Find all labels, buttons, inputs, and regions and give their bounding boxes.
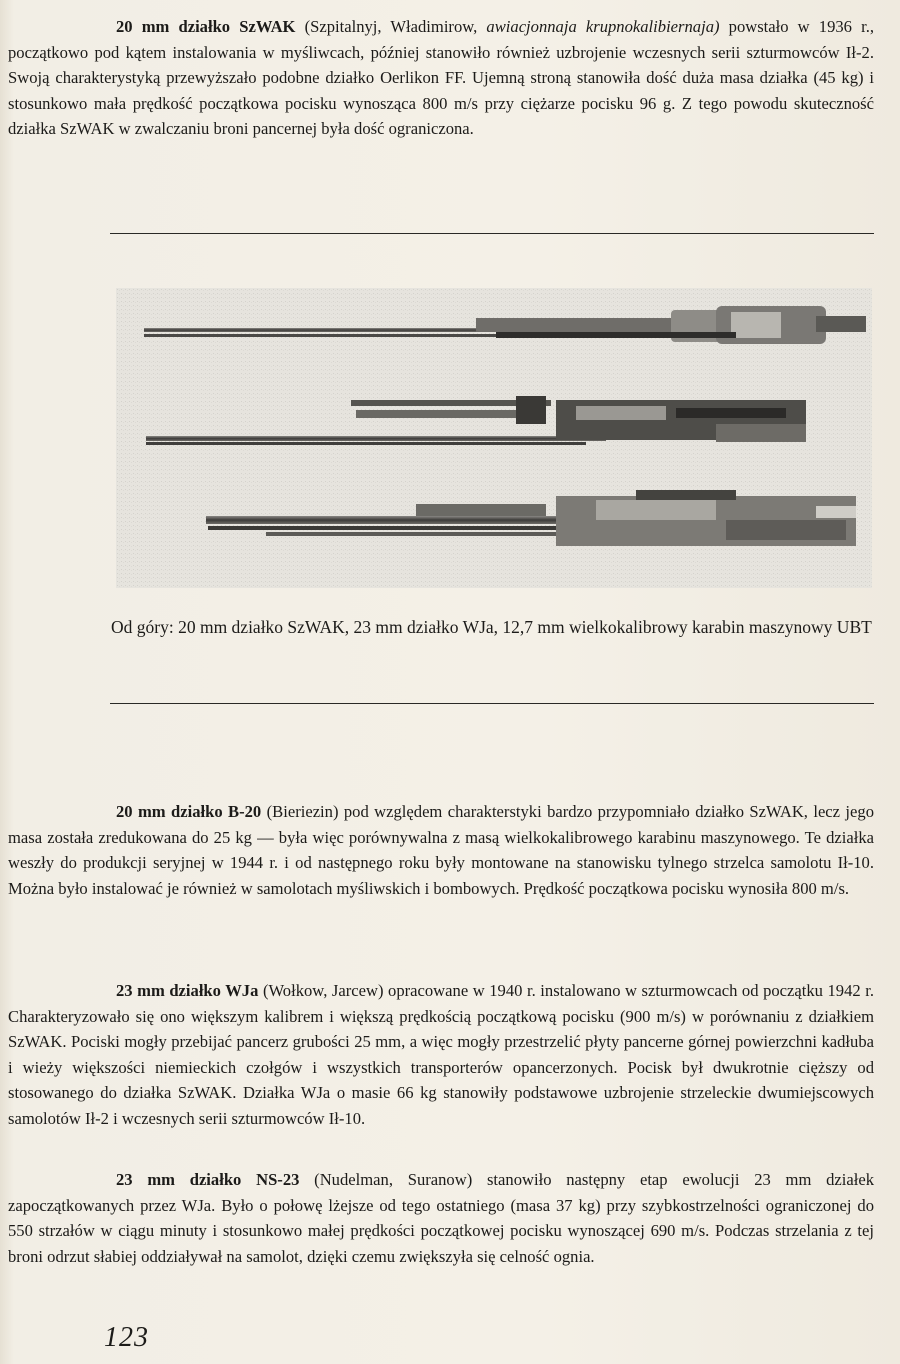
weapons-photo-illustration xyxy=(116,288,872,588)
text-szwak-1: (Szpitalnyj, Władimirow, xyxy=(295,17,487,36)
paragraph-ns23 xyxy=(8,1167,874,1269)
text-szwak-italic: awiacjonnaja krupnokalibiernaja) xyxy=(486,17,720,36)
figure-caption: Od góry: 20 mm działko SzWAK, 23 mm działko WJa, 12,7 mm wielkokalibrowy karabin maszynowy UBT xyxy=(111,617,872,637)
text-b20: (Bieriezin) pod względem charakterstyki bardzo przypomniało działko SzWAK, lecz jego masa została zredukowana do 25 kg — była więc porównywalna z masą wielkokalibrowego karabinu maszynowego. Te działka weszły do produkcji seryjnej w 1944 r. i od następnego roku były montowane na stanowisku tylnego strzelca samolotu Ił-10. Można było instalować je również w samolotach myśliwskich i bombowych. Prędkość początkowa pocisku wynosiła 800 m/s. xyxy=(8,802,874,898)
paragraph-szwak xyxy=(8,14,874,142)
paragraph-b20 xyxy=(8,799,874,901)
paragraph-wja xyxy=(8,978,874,1131)
page-number: 123 xyxy=(104,1322,149,1353)
heading-b20: 20 mm działko B-20 xyxy=(116,802,262,821)
text-wja: (Wołkow, Jarcew) opracowane w 1940 r. instalowano w szturmowcach od początku 1942 r. Charakteryzowało się ono większym kalibrem i większą prędkością początkową pocisku (900 m/s) w porównaniu z działkiem SzWAK. Pociski mogły przebijać pancerz grubości 25 mm, a więc mogły przestrzelić płyty pancerne górnej powierzchni kadłuba i wieży większości niemieckich czołgów i wszystkich transporterów opancerzonych. Pocisk był dwukrotnie cięższy od stosowanego do działka SzWAK. Działka WJa o masie 66 kg stanowiły podstawowe uzbrojenie strzeleckie dwumiejscowych samolotów Ił-2 i wczesnych serii szturmowców Ił-10. xyxy=(8,981,874,1128)
text-szwak-2: powstało w 1936 r., początkowo pod kątem instalowania w myśliwcach, później stanowiło również uzbrojenie wczesnych serii szturmowców Ił-2. Swoją charakterystyką przewyższało podobne działko Oerlikon FF. Ujemną stroną stanowiła dość duża masa działka (45 kg) i stosunkowo mała prędkość początkowa pocisku wynosząca 800 m/s przy ciężarze pocisku 96 g. Z tego powodu skuteczność działka SzWAK w zwalczaniu broni pancernej była dość ograniczona. xyxy=(8,17,874,138)
divider-bottom xyxy=(110,703,874,704)
heading-szwak: 20 mm działko SzWAK xyxy=(116,17,296,36)
figure-weapons-photo xyxy=(116,288,872,588)
heading-ns23: 23 mm działko NS-23 xyxy=(116,1170,300,1189)
heading-wja: 23 mm działko WJa xyxy=(116,981,259,1000)
divider-top xyxy=(110,233,874,234)
text-ns23: (Nudelman, Suranow) stanowiło następny etap ewolucji 23 mm działek zapoczątkowanych przez WJa. Było o połowę lżejsze od tego ostatniego (masa 37 kg) przy szybkostrzelności ograniczonej do 550 strzałów w ciągu minuty i stosunkowo małej prędkości początkowej pocisku wynoszącej 690 m/s. Podczas strzelania z tej broni odrzut słabiej oddziaływał na samolot, dzięki czemu zwiększyła się celność ognia. xyxy=(8,1170,875,1266)
